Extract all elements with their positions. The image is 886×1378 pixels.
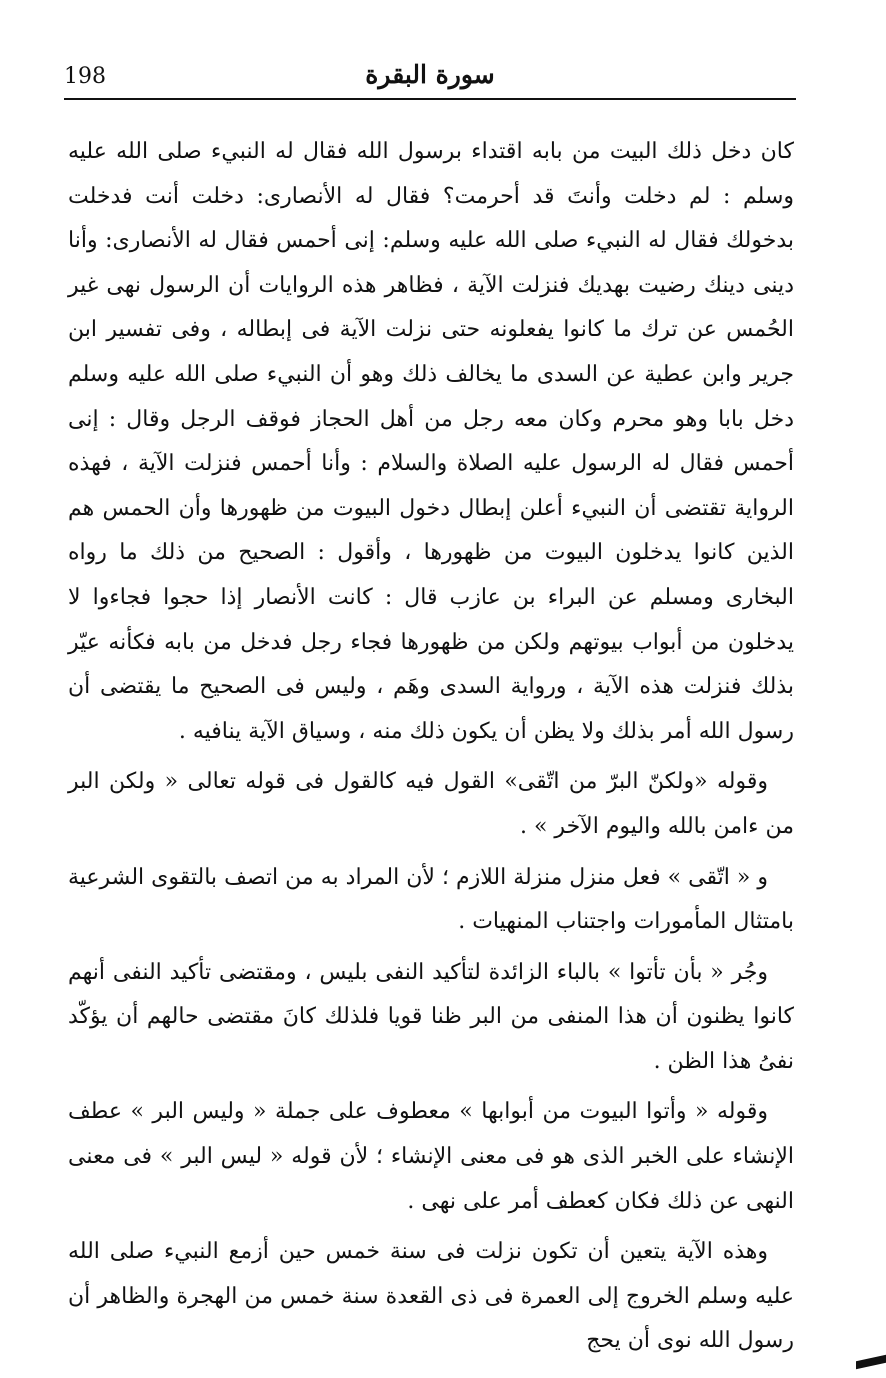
paragraph-1: كان دخل ذلك البيت من بابه اقتداء برسول الله فقال له النبيء صلى الله عليه وسلم : لم دخلت وأنتَ قد أحرمت؟ فقال له الأنصارى: دخلت أنت فدخلت بدخولك فقال له النبيء صلى الله عليه وسلم: إنى أحمس فقال له الأنصارى: وأنا دينى دينك رضيت بهديك فنزلت الآية ، فظاهر هذه الروايات أن الرسول نهى غير الحُمس عن ترك ما كانوا يفعلونه حتى نزلت الآية فى إبطاله ، وفى تفسير ابن جرير وابن عطية عن السدى ما يخالف ذلك وهو أن النبيء صلى الله عليه وسلم دخل بابا وهو محرم وكان معه رجل من أهل الحجاز فوقف الرجل وقال : إنى أحمس فقال له الرسول عليه الصلاة والسلام : وأنا أحمس فنزلت الآية ، فهذه الرواية تقتضى أن النبيء أعلن إبطال دخول البيوت من ظهورها وأن الحمس هم الذين كانوا يدخلون البيوت من ظهورها ، وأقول : الصحيح من ذلك ما رواه البخارى ومسلم عن البراء بن عازب قال : كانت الأنصار إذا حجوا فجاءوا لا يدخلون من أبواب بيوتهم ولكن من ظهورها فجاء رجل فدخل من بابه فكأنه عيّر بذلك فنزلت هذه الآية ، ورواية السدى وهَم ، وليس فى الصحيح ما يقتضى أن رسول الله أمر بذلك ولا يظن أن يكون ذلك منه ، وسياق الآية ينافيه .: [68, 139, 794, 744]
scan-edge-mark: [856, 1355, 886, 1369]
paragraph-3: و « اتّقى » فعل منزل منزلة اللازم ؛ لأن المراد به من اتصف بالتقوى الشرعية بامتثال المأمورات واجتناب المنهيات .: [68, 864, 794, 935]
running-head-surah-title: سورة البقرة: [365, 60, 495, 89]
header-rule: [64, 98, 796, 100]
paragraph-6: وهذه الآية يتعين أن تكون نزلت فى سنة خمس حين أزمع النبيء صلى الله عليه وسلم الخروج إلى العمرة فى ذى القعدة سنة خمس من الهجرة والظاهر أن رسول الله نوى أن يحج: [68, 1239, 794, 1354]
paragraph-4: وجُر « بأن تأتوا » بالباء الزائدة لتأكيد النفى بليس ، ومقتضى تأكيد النفى أنهم كانوا يظنون أن هذا المنفى من البر ظنا قويا فلذلك كانَ مقتضى حالهم أن يؤكّد نفىُ هذا الظن .: [68, 959, 794, 1074]
page-header: [64, 58, 796, 100]
paragraph-2: وقوله «ولكنّ البرّ من اتّقى» القول فيه كالقول فى قوله تعالى « ولكن البر من ءامن بالله واليوم الآخر » .: [68, 769, 794, 839]
paragraph-5: وقوله « وأتوا البيوت من أبوابها » معطوف على جملة « وليس البر » عطف الإنشاء على الخبر الذى هو فى معنى الإنشاء ؛ لأن قوله « ليس البر » فى معنى النهى عن ذلك فكان كعطف أمر على نهى .: [68, 1099, 794, 1214]
page-number: 198: [64, 64, 106, 89]
body-text: [68, 130, 794, 1370]
